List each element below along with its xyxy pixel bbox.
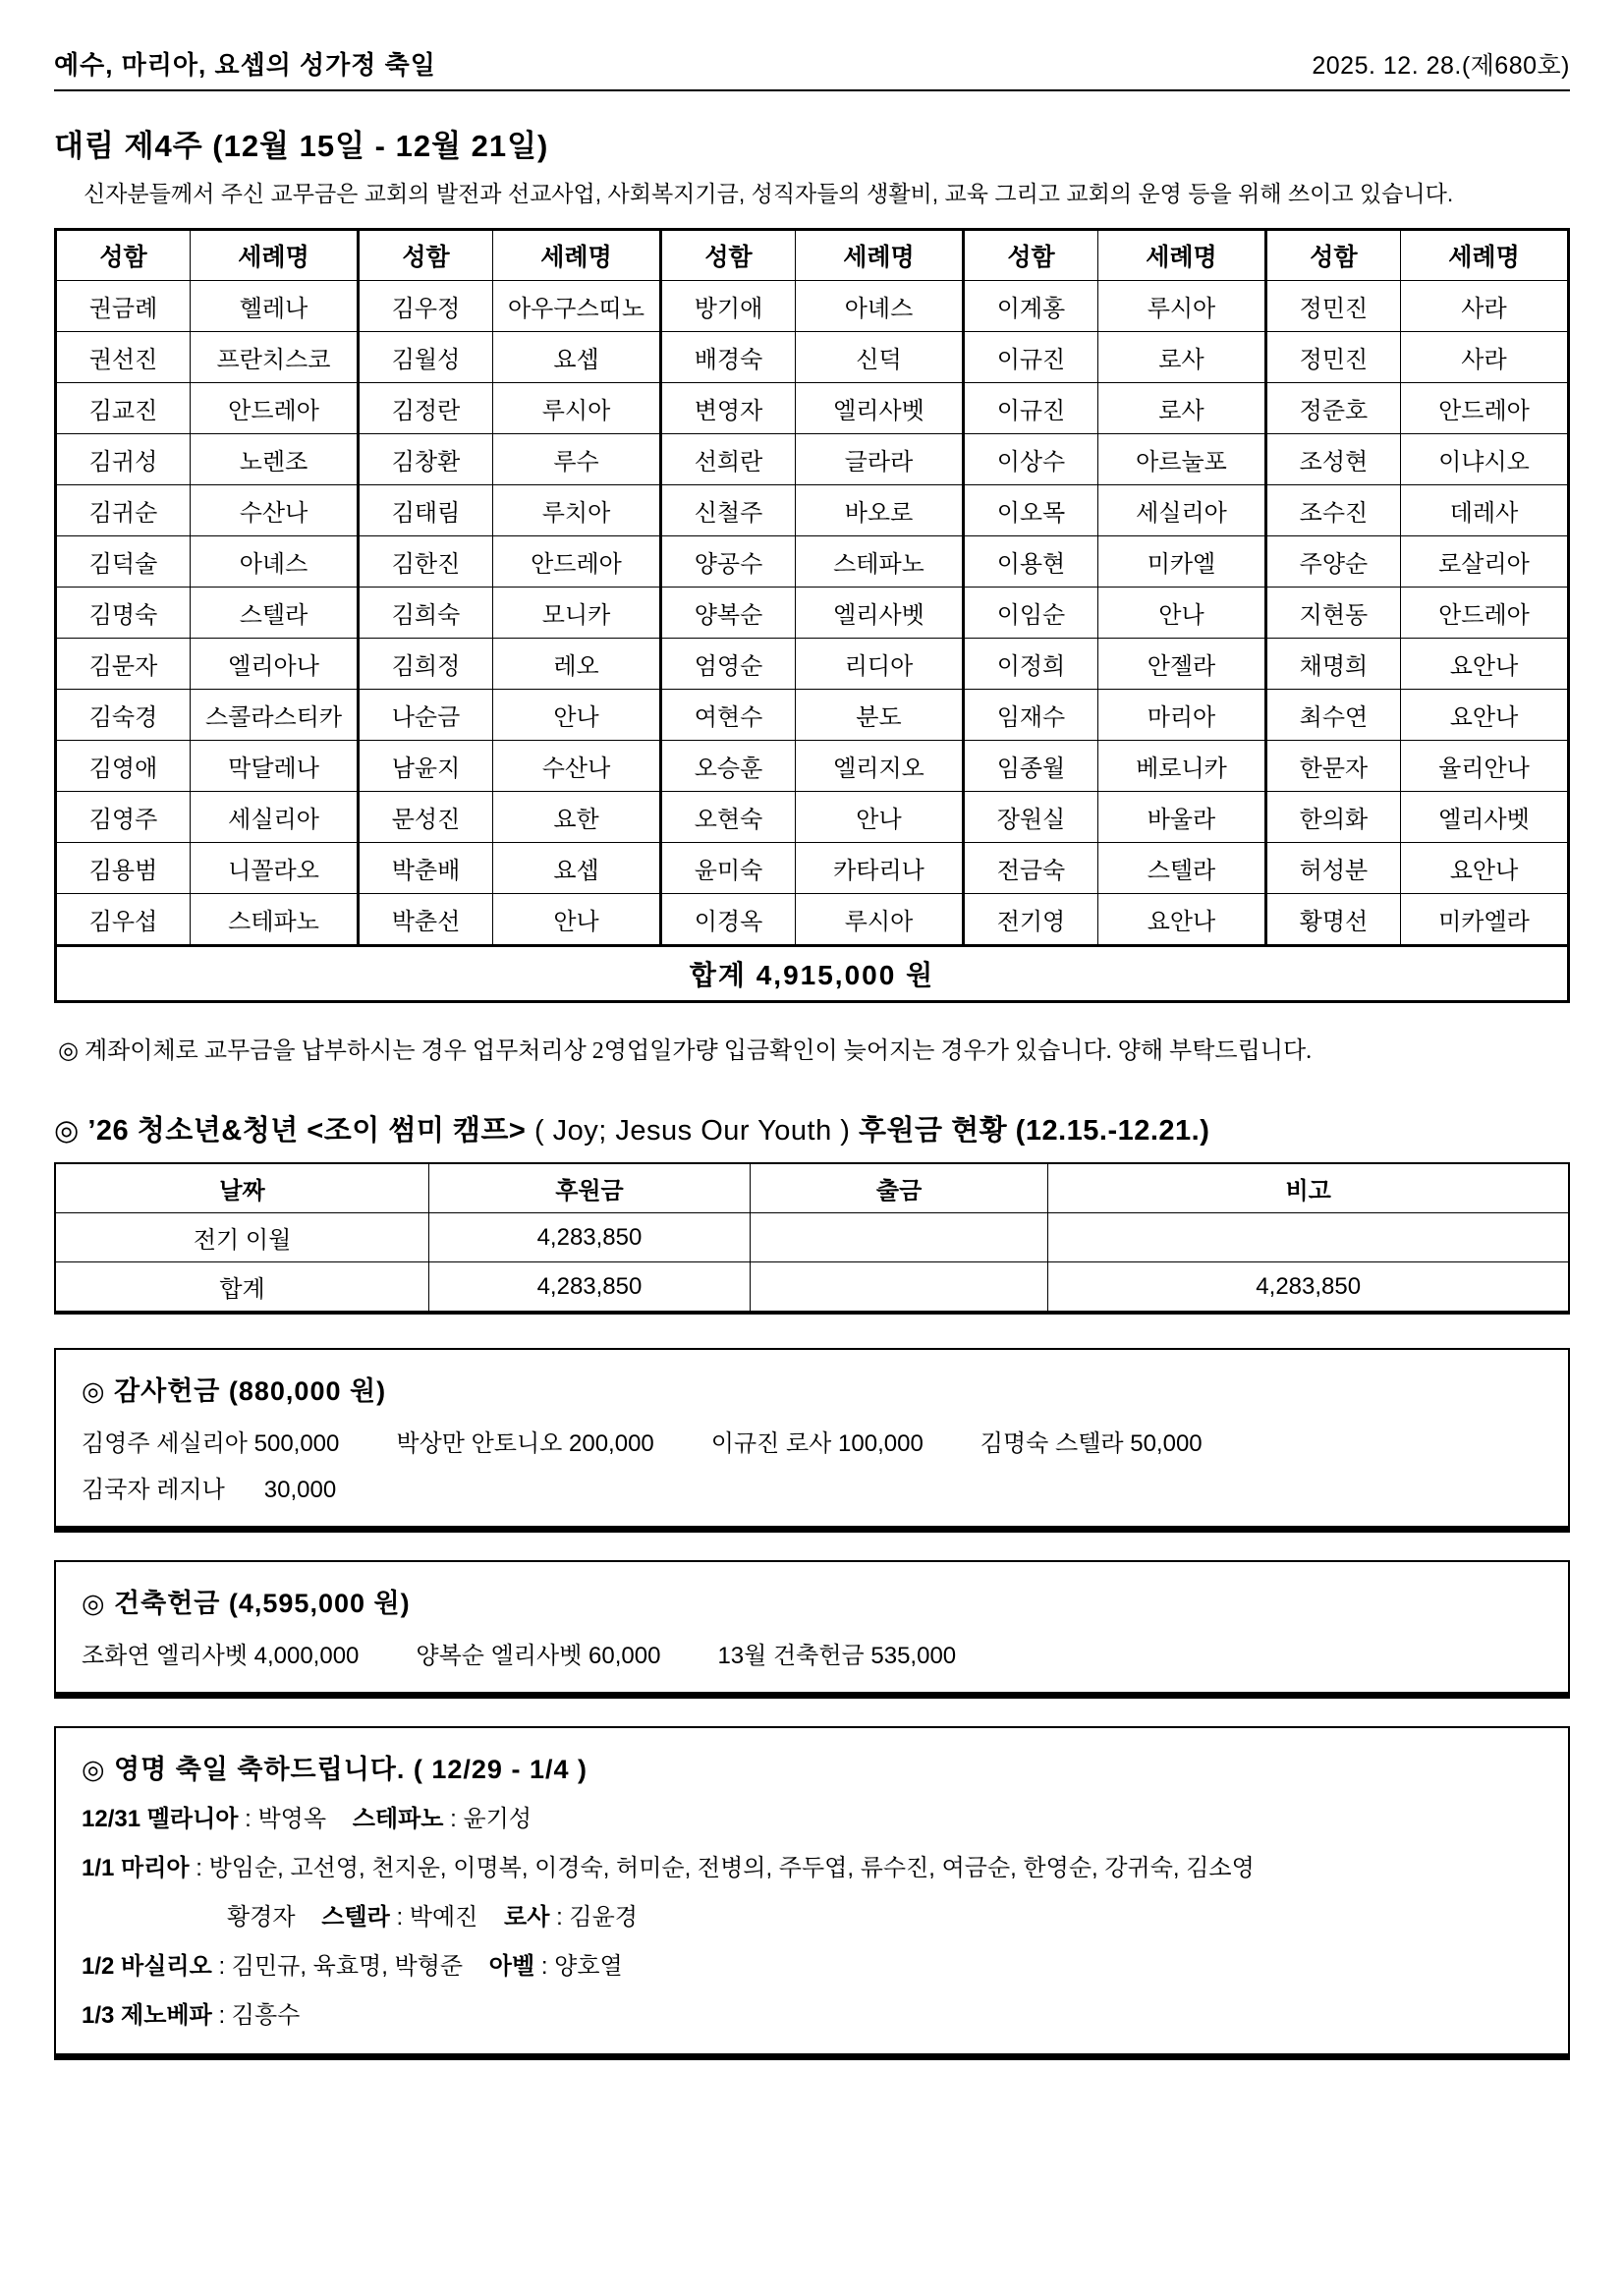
baptismal-name-header: 세례명 bbox=[493, 230, 661, 281]
donor-row bbox=[56, 792, 1569, 843]
name-cell: 한의화 bbox=[1265, 792, 1400, 843]
name-cell: 조수진 bbox=[1265, 485, 1400, 536]
baptismal-name-cell: 모니카 bbox=[493, 588, 661, 639]
name-cell: 김귀순 bbox=[56, 485, 191, 536]
baptismal-name-cell: 프란치스코 bbox=[191, 332, 359, 383]
fund-cell: 4,283,850 bbox=[429, 1262, 751, 1314]
feast-line bbox=[82, 2000, 1544, 2032]
baptismal-name-cell: 안나 bbox=[796, 792, 964, 843]
baptismal-name-cell: 엘리사벳 bbox=[1400, 792, 1568, 843]
page-header bbox=[54, 45, 1570, 82]
fund-header-row bbox=[55, 1163, 1569, 1213]
baptismal-name-cell: 안드레아 bbox=[493, 536, 661, 588]
name-header: 성함 bbox=[56, 230, 191, 281]
name-cell: 이규진 bbox=[963, 332, 1097, 383]
name-cell: 김우정 bbox=[358, 281, 492, 332]
baptismal-name-cell: 로사 bbox=[1098, 383, 1266, 434]
intro-paragraph: 신자분들께서 주신 교무금은 교회의 발전과 선교사업, 사회복지기금, 성직자들의 생활비, 교육 그리고 교회의 운영 등을 위해 쓰이고 있습니다. bbox=[84, 181, 1454, 206]
feast-lines bbox=[80, 1804, 1544, 2032]
baptismal-name-cell: 엘리지오 bbox=[796, 741, 964, 792]
total-row bbox=[56, 946, 1569, 1002]
baptismal-name-cell: 루시아 bbox=[1098, 281, 1266, 332]
baptismal-name-cell: 루시아 bbox=[493, 383, 661, 434]
baptismal-name-cell: 데레사 bbox=[1400, 485, 1568, 536]
baptismal-name-header: 세례명 bbox=[191, 230, 359, 281]
baptismal-name-cell: 요안나 bbox=[1400, 639, 1568, 690]
text-segment: 아벨 bbox=[488, 1953, 535, 1980]
baptismal-name-cell: 세실리아 bbox=[1098, 485, 1266, 536]
baptismal-name-cell: 안나 bbox=[493, 690, 661, 741]
baptismal-name-cell: 베로니카 bbox=[1098, 741, 1266, 792]
fund-header-cell: 후원금 bbox=[429, 1163, 751, 1213]
offering-item: 이규진 로사 100,000 bbox=[710, 1430, 924, 1457]
baptismal-name-cell: 로살리아 bbox=[1400, 536, 1568, 588]
text-segment: : 방임순, 고선영, 천지운, 이명복, 이경숙, 허미순, 전병의, 주두엽, 류수진, 여금순, 한영순, 강귀숙, 김소영 bbox=[189, 1855, 1255, 1881]
baptismal-name-cell: 요한 bbox=[493, 792, 661, 843]
name-cell: 엄영순 bbox=[660, 639, 795, 690]
offering-line bbox=[82, 1470, 1544, 1504]
offering-item: 박상만 안토니오 200,000 bbox=[396, 1430, 654, 1457]
name-cell: 김용범 bbox=[56, 843, 191, 894]
name-cell: 신철주 bbox=[660, 485, 795, 536]
offering-item: 김국자 레지나 30,000 bbox=[82, 1477, 337, 1503]
name-cell: 김귀성 bbox=[56, 434, 191, 485]
baptismal-name-cell: 아녜스 bbox=[191, 536, 359, 588]
offering-line bbox=[82, 1424, 1544, 1458]
baptismal-name-cell: 아녜스 bbox=[796, 281, 964, 332]
baptismal-name-cell: 요셉 bbox=[493, 332, 661, 383]
name-cell: 황명선 bbox=[1265, 894, 1400, 946]
name-cell: 전기영 bbox=[963, 894, 1097, 946]
fund-header-cell: 비고 bbox=[1048, 1163, 1569, 1213]
baptismal-name-cell: 안드레아 bbox=[1400, 588, 1568, 639]
building-offering-box bbox=[54, 1560, 1570, 1699]
name-cell: 김한진 bbox=[358, 536, 492, 588]
baptismal-name-cell: 막달레나 bbox=[191, 741, 359, 792]
fund-cell: 전기 이월 bbox=[55, 1213, 429, 1262]
name-cell: 김문자 bbox=[56, 639, 191, 690]
name-cell: 김영주 bbox=[56, 792, 191, 843]
baptismal-name-cell: 엘리아나 bbox=[191, 639, 359, 690]
baptismal-name-cell: 글라라 bbox=[796, 434, 964, 485]
baptismal-name-cell: 요셉 bbox=[493, 843, 661, 894]
name-cell: 이오목 bbox=[963, 485, 1097, 536]
baptismal-name-cell: 스텔라 bbox=[1098, 843, 1266, 894]
text-segment: : 김흥수 bbox=[211, 2002, 301, 2029]
name-cell: 여현수 bbox=[660, 690, 795, 741]
baptismal-name-cell: 루시아 bbox=[796, 894, 964, 946]
baptismal-name-cell: 스콜라스티카 bbox=[191, 690, 359, 741]
baptismal-name-header: 세례명 bbox=[1400, 230, 1568, 281]
baptismal-name-cell: 안젤라 bbox=[1098, 639, 1266, 690]
baptismal-name-cell: 아르눌포 bbox=[1098, 434, 1266, 485]
name-cell: 김우섭 bbox=[56, 894, 191, 946]
name-cell: 권선진 bbox=[56, 332, 191, 383]
name-cell: 정준호 bbox=[1265, 383, 1400, 434]
baptismal-name-cell: 안드레아 bbox=[191, 383, 359, 434]
name-cell: 김덕술 bbox=[56, 536, 191, 588]
name-cell: 권금례 bbox=[56, 281, 191, 332]
donor-total: 합계 4,915,000 원 bbox=[56, 946, 1569, 1002]
name-cell: 이정희 bbox=[963, 639, 1097, 690]
thanks-offering-lines bbox=[80, 1424, 1544, 1504]
fund-header-cell: 날짜 bbox=[55, 1163, 429, 1213]
donor-row bbox=[56, 741, 1569, 792]
name-cell: 이경옥 bbox=[660, 894, 795, 946]
name-cell: 전금숙 bbox=[963, 843, 1097, 894]
name-cell: 최수연 bbox=[1265, 690, 1400, 741]
offering-item: 조화연 엘리사벳 4,000,000 bbox=[82, 1643, 360, 1669]
baptismal-name-cell: 안나 bbox=[1098, 588, 1266, 639]
baptismal-name-cell: 레오 bbox=[493, 639, 661, 690]
name-cell: 박춘배 bbox=[358, 843, 492, 894]
baptismal-name-cell: 마리아 bbox=[1098, 690, 1266, 741]
name-cell: 조성현 bbox=[1265, 434, 1400, 485]
donor-row bbox=[56, 690, 1569, 741]
name-cell: 지현동 bbox=[1265, 588, 1400, 639]
name-cell: 임종월 bbox=[963, 741, 1097, 792]
name-cell: 변영자 bbox=[660, 383, 795, 434]
name-cell: 정민진 bbox=[1265, 281, 1400, 332]
name-cell: 이규진 bbox=[963, 383, 1097, 434]
fund-cell: 합계 bbox=[55, 1262, 429, 1314]
text-segment: 1/3 제노베파 bbox=[82, 2002, 212, 2029]
feast-day-box bbox=[54, 1726, 1570, 2060]
name-cell: 남윤지 bbox=[358, 741, 492, 792]
name-cell: 오승훈 bbox=[660, 741, 795, 792]
baptismal-name-header: 세례명 bbox=[796, 230, 964, 281]
text-segment: 1/2 바실리오 bbox=[82, 1953, 212, 1980]
name-cell: 이용현 bbox=[963, 536, 1097, 588]
donor-row bbox=[56, 281, 1569, 332]
building-offering-lines bbox=[80, 1636, 1544, 1670]
baptismal-name-cell: 안나 bbox=[493, 894, 661, 946]
name-cell: 문성진 bbox=[358, 792, 492, 843]
baptismal-name-cell: 바오로 bbox=[796, 485, 964, 536]
offering-line bbox=[82, 1636, 1544, 1670]
fund-table-head bbox=[55, 1163, 1569, 1213]
name-cell: 선희란 bbox=[660, 434, 795, 485]
baptismal-name-cell: 엘리사벳 bbox=[796, 383, 964, 434]
baptismal-name-cell: 안드레아 bbox=[1400, 383, 1568, 434]
text-segment: 황경자 bbox=[227, 1904, 322, 1931]
name-cell: 김정란 bbox=[358, 383, 492, 434]
text-segment: 스텔라 bbox=[321, 1904, 390, 1931]
name-header: 성함 bbox=[660, 230, 795, 281]
name-cell: 방기애 bbox=[660, 281, 795, 332]
fund-cell bbox=[1048, 1213, 1569, 1262]
baptismal-name-cell: 요안나 bbox=[1098, 894, 1266, 946]
offering-item: 김영주 세실리아 500,000 bbox=[82, 1430, 340, 1457]
baptismal-name-cell: 수산나 bbox=[191, 485, 359, 536]
name-cell: 김교진 bbox=[56, 383, 191, 434]
baptismal-name-cell: 세실리아 bbox=[191, 792, 359, 843]
name-cell: 양복순 bbox=[660, 588, 795, 639]
transfer-note: ◎ 계좌이체로 교무금을 납부하시는 경우 업무처리상 2영업일가량 입금확인이 늦어지는 경우가 있습니다. 양해 부탁드립니다. bbox=[58, 1038, 1313, 1064]
donor-table-body bbox=[56, 281, 1569, 946]
donor-table-head bbox=[56, 230, 1569, 281]
thanks-offering-title: ◎ 감사헌금 (880,000 원) bbox=[82, 1376, 387, 1406]
text-segment: 1/1 마리아 bbox=[82, 1855, 190, 1881]
name-cell: 장원실 bbox=[963, 792, 1097, 843]
name-cell: 주양순 bbox=[1265, 536, 1400, 588]
donor-header-row bbox=[56, 230, 1569, 281]
baptismal-name-cell: 헬레나 bbox=[191, 281, 359, 332]
baptismal-name-cell: 미카엘 bbox=[1098, 536, 1266, 588]
baptismal-name-cell: 요안나 bbox=[1400, 690, 1568, 741]
baptismal-name-cell: 루수 bbox=[493, 434, 661, 485]
name-header: 성함 bbox=[963, 230, 1097, 281]
donor-row bbox=[56, 383, 1569, 434]
offering-item: 13월 건축헌금 535,000 bbox=[717, 1643, 957, 1669]
baptismal-name-cell: 분도 bbox=[796, 690, 964, 741]
name-cell: 나순금 bbox=[358, 690, 492, 741]
name-header: 성함 bbox=[1265, 230, 1400, 281]
text-segment: ◎ ’26 청소년&청년 <조이 썸미 캠프> bbox=[54, 1115, 534, 1147]
camp-fund-table bbox=[54, 1162, 1570, 1315]
baptismal-name-cell: 이냐시오 bbox=[1400, 434, 1568, 485]
baptismal-name-cell: 노렌조 bbox=[191, 434, 359, 485]
fund-header-cell: 출금 bbox=[750, 1163, 1048, 1213]
baptismal-name-cell: 바울라 bbox=[1098, 792, 1266, 843]
fund-row bbox=[55, 1262, 1569, 1314]
donor-row bbox=[56, 536, 1569, 588]
text-segment: : 김민규, 육효명, 박형준 bbox=[211, 1953, 489, 1980]
baptismal-name-cell: 사라 bbox=[1400, 332, 1568, 383]
camp-fund-title bbox=[54, 1108, 1570, 1148]
text-segment: : 양호열 bbox=[534, 1953, 623, 1980]
donor-table-foot bbox=[56, 946, 1569, 1002]
fund-table-body bbox=[55, 1213, 1569, 1314]
feast-line bbox=[82, 1951, 1544, 1983]
name-cell: 정민진 bbox=[1265, 332, 1400, 383]
thanks-offering-box bbox=[54, 1348, 1570, 1533]
name-header: 성함 bbox=[358, 230, 492, 281]
name-cell: 양공수 bbox=[660, 536, 795, 588]
baptismal-name-cell: 카타리나 bbox=[796, 843, 964, 894]
text-segment: : 박예진 bbox=[389, 1904, 505, 1931]
baptismal-name-cell: 스테파노 bbox=[796, 536, 964, 588]
baptismal-name-cell: 수산나 bbox=[493, 741, 661, 792]
fund-cell: 4,283,850 bbox=[1048, 1262, 1569, 1314]
header-divider bbox=[54, 89, 1570, 91]
fund-cell bbox=[750, 1262, 1048, 1314]
baptismal-name-cell: 스테파노 bbox=[191, 894, 359, 946]
fund-cell bbox=[750, 1213, 1048, 1262]
feast-day-title: ◎ 영명 축일 축하드립니다. ( 12/29 - 1/4 ) bbox=[82, 1755, 588, 1784]
baptismal-name-cell: 미카엘라 bbox=[1400, 894, 1568, 946]
baptismal-name-cell: 엘리사벳 bbox=[796, 588, 964, 639]
text-segment: : 박영옥 bbox=[238, 1806, 353, 1832]
baptismal-name-header: 세례명 bbox=[1098, 230, 1266, 281]
donor-row bbox=[56, 434, 1569, 485]
baptismal-name-cell: 율리안나 bbox=[1400, 741, 1568, 792]
baptismal-name-cell: 니꼴라오 bbox=[191, 843, 359, 894]
week-title: 대림 제4주 (12월 15일 - 12월 21일) bbox=[54, 129, 549, 163]
offering-item: 김명숙 스텔라 50,000 bbox=[980, 1430, 1203, 1457]
donor-row bbox=[56, 485, 1569, 536]
name-cell: 임재수 bbox=[963, 690, 1097, 741]
text-segment: : 윤기성 bbox=[443, 1806, 532, 1832]
name-cell: 허성분 bbox=[1265, 843, 1400, 894]
name-cell: 윤미숙 bbox=[660, 843, 795, 894]
text-segment: 12/31 멜라니아 bbox=[82, 1806, 239, 1832]
baptismal-name-cell: 사라 bbox=[1400, 281, 1568, 332]
masthead-title: 예수, 마리아, 요셉의 성가정 축일 bbox=[54, 50, 436, 80]
donor-names-table bbox=[54, 228, 1570, 1003]
baptismal-name-cell: 루치아 bbox=[493, 485, 661, 536]
text-segment: 스테파노 bbox=[352, 1806, 444, 1832]
text-segment: 후원금 현황 (12.15.-12.21.) bbox=[858, 1115, 1210, 1147]
name-cell: 김명숙 bbox=[56, 588, 191, 639]
name-cell: 오현숙 bbox=[660, 792, 795, 843]
name-cell: 김영애 bbox=[56, 741, 191, 792]
baptismal-name-cell: 요안나 bbox=[1400, 843, 1568, 894]
text-segment: 로사 bbox=[504, 1904, 550, 1931]
name-cell: 이상수 bbox=[963, 434, 1097, 485]
donor-row bbox=[56, 843, 1569, 894]
name-cell: 김창환 bbox=[358, 434, 492, 485]
name-cell: 김태림 bbox=[358, 485, 492, 536]
offering-item: 양복순 엘리사벳 60,000 bbox=[416, 1643, 661, 1669]
name-cell: 이계홍 bbox=[963, 281, 1097, 332]
name-cell: 김희숙 bbox=[358, 588, 492, 639]
baptismal-name-cell: 스텔라 bbox=[191, 588, 359, 639]
feast-line bbox=[82, 1853, 1544, 1884]
name-cell: 한문자 bbox=[1265, 741, 1400, 792]
name-cell: 김월성 bbox=[358, 332, 492, 383]
donor-row bbox=[56, 894, 1569, 946]
building-offering-title: ◎ 건축헌금 (4,595,000 원) bbox=[82, 1589, 411, 1618]
donor-row bbox=[56, 588, 1569, 639]
issue-date: 2025. 12. 28.(제680호) bbox=[1312, 52, 1570, 80]
name-cell: 박춘선 bbox=[358, 894, 492, 946]
fund-cell: 4,283,850 bbox=[429, 1213, 751, 1262]
name-cell: 김희정 bbox=[358, 639, 492, 690]
donor-row bbox=[56, 639, 1569, 690]
name-cell: 배경숙 bbox=[660, 332, 795, 383]
text-segment: ( Joy; Jesus Our Youth ) bbox=[533, 1115, 859, 1147]
name-cell: 이임순 bbox=[963, 588, 1097, 639]
name-cell: 채명희 bbox=[1265, 639, 1400, 690]
text-segment: : 김윤경 bbox=[549, 1904, 638, 1931]
baptismal-name-cell: 아우구스띠노 bbox=[493, 281, 661, 332]
baptismal-name-cell: 로사 bbox=[1098, 332, 1266, 383]
baptismal-name-cell: 신덕 bbox=[796, 332, 964, 383]
baptismal-name-cell: 리디아 bbox=[796, 639, 964, 690]
name-cell: 김숙경 bbox=[56, 690, 191, 741]
feast-line bbox=[82, 1804, 1544, 1835]
feast-line bbox=[82, 1902, 1544, 1933]
donor-row bbox=[56, 332, 1569, 383]
fund-row bbox=[55, 1213, 1569, 1262]
